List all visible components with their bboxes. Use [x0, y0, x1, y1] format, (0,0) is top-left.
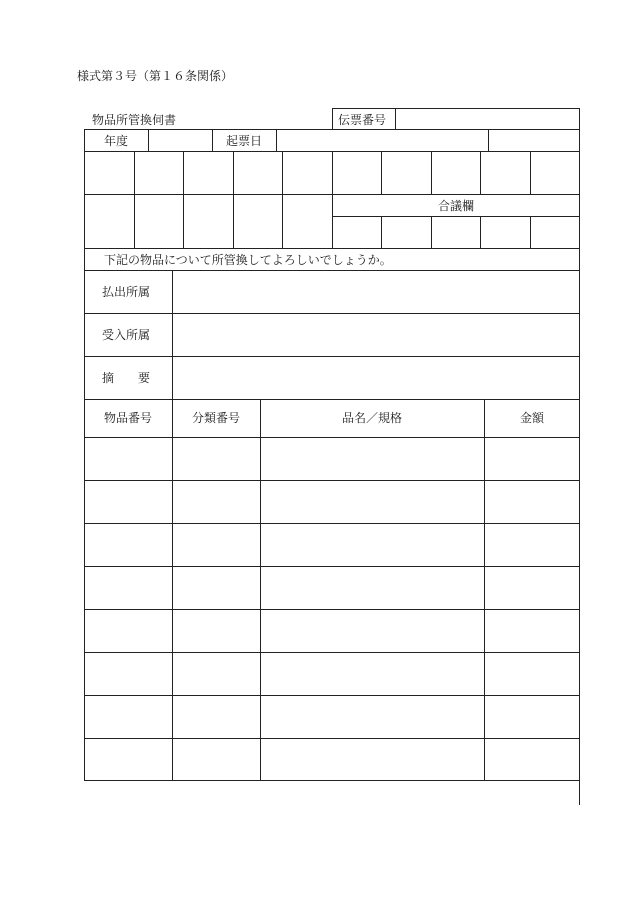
- approval-stamp-cell[interactable]: [283, 152, 332, 194]
- table-cell[interactable]: [173, 610, 260, 652]
- table-cell[interactable]: [173, 481, 260, 523]
- table-cell[interactable]: [173, 567, 260, 609]
- dest-dept-field[interactable]: [176, 315, 576, 355]
- table-cell[interactable]: [173, 438, 260, 480]
- consultation-stamp-cell[interactable]: [481, 217, 530, 248]
- slip-number-field[interactable]: [398, 110, 577, 129]
- approval-stamp-cell[interactable]: [432, 152, 480, 194]
- table-cell[interactable]: [85, 438, 172, 480]
- approval-stamp-cell[interactable]: [135, 195, 183, 248]
- table-cell[interactable]: [85, 481, 172, 523]
- request-sentence: 下記の物品について所管換してよろしいでしょうか。: [104, 253, 392, 267]
- table-cell[interactable]: [261, 739, 484, 780]
- approval-stamp-cell[interactable]: [135, 152, 183, 194]
- source-dept-label: 払出所属: [102, 284, 151, 299]
- issue-date-label: 起票日: [225, 133, 262, 148]
- table-cell[interactable]: [173, 524, 260, 566]
- column-header-class-number: 分類番号: [191, 411, 240, 425]
- table-cell[interactable]: [261, 610, 484, 652]
- table-cell[interactable]: [261, 438, 484, 480]
- table-cell[interactable]: [261, 481, 484, 523]
- table-cell[interactable]: [485, 610, 579, 652]
- dest-dept-label: 受入所属: [102, 327, 151, 342]
- source-dept-field[interactable]: [176, 272, 576, 312]
- summary-label: 摘 要: [102, 370, 151, 385]
- table-cell[interactable]: [173, 739, 260, 780]
- table-cell[interactable]: [485, 481, 579, 523]
- table-cell[interactable]: [261, 524, 484, 566]
- issue-date-field[interactable]: [278, 131, 486, 150]
- table-cell[interactable]: [173, 653, 260, 695]
- approval-stamp-cell[interactable]: [184, 152, 233, 194]
- table-cell[interactable]: [485, 524, 579, 566]
- table-cell[interactable]: [85, 610, 172, 652]
- table-cell[interactable]: [485, 696, 579, 738]
- fiscal-year-field[interactable]: [150, 131, 210, 150]
- consultation-stamp-cell[interactable]: [382, 217, 431, 248]
- approval-stamp-cell[interactable]: [184, 195, 233, 248]
- column-header-item-number: 物品番号: [103, 411, 152, 425]
- table-cell[interactable]: [85, 524, 172, 566]
- fiscal-year-label: 年度: [103, 133, 128, 148]
- table-cell[interactable]: [485, 739, 579, 780]
- table-cell[interactable]: [261, 567, 484, 609]
- table-cell[interactable]: [261, 653, 484, 695]
- approval-stamp-cell[interactable]: [85, 152, 134, 194]
- consultation-stamp-cell[interactable]: [432, 217, 480, 248]
- approval-stamp-cell[interactable]: [234, 195, 282, 248]
- consultation-stamp-cell[interactable]: [333, 217, 381, 248]
- form-title: 物品所管換伺書: [92, 112, 177, 127]
- column-header-amount: 金額: [519, 411, 544, 425]
- form-label: 様式第３号（第１６条関係）: [77, 69, 234, 83]
- table-cell[interactable]: [485, 567, 579, 609]
- table-cell[interactable]: [485, 438, 579, 480]
- table-cell[interactable]: [85, 653, 172, 695]
- consultation-stamp-cell[interactable]: [531, 217, 579, 248]
- column-header-item-name: 品名／規格: [341, 411, 402, 425]
- approval-stamp-cell[interactable]: [531, 152, 579, 194]
- approval-stamp-cell[interactable]: [382, 152, 431, 194]
- slip-number-label: 伝票番号: [338, 112, 387, 127]
- approval-stamp-cell[interactable]: [234, 152, 282, 194]
- approval-stamp-cell[interactable]: [85, 195, 134, 248]
- approval-stamp-cell[interactable]: [481, 152, 530, 194]
- table-cell[interactable]: [261, 696, 484, 738]
- table-cell[interactable]: [85, 739, 172, 780]
- approval-stamp-cell[interactable]: [283, 195, 332, 248]
- summary-field[interactable]: [176, 358, 576, 398]
- table-cell[interactable]: [173, 696, 260, 738]
- consultation-label: 合議欄: [437, 198, 474, 213]
- table-cell[interactable]: [485, 653, 579, 695]
- approval-stamp-cell[interactable]: [333, 152, 381, 194]
- table-cell[interactable]: [85, 696, 172, 738]
- table-cell[interactable]: [85, 567, 172, 609]
